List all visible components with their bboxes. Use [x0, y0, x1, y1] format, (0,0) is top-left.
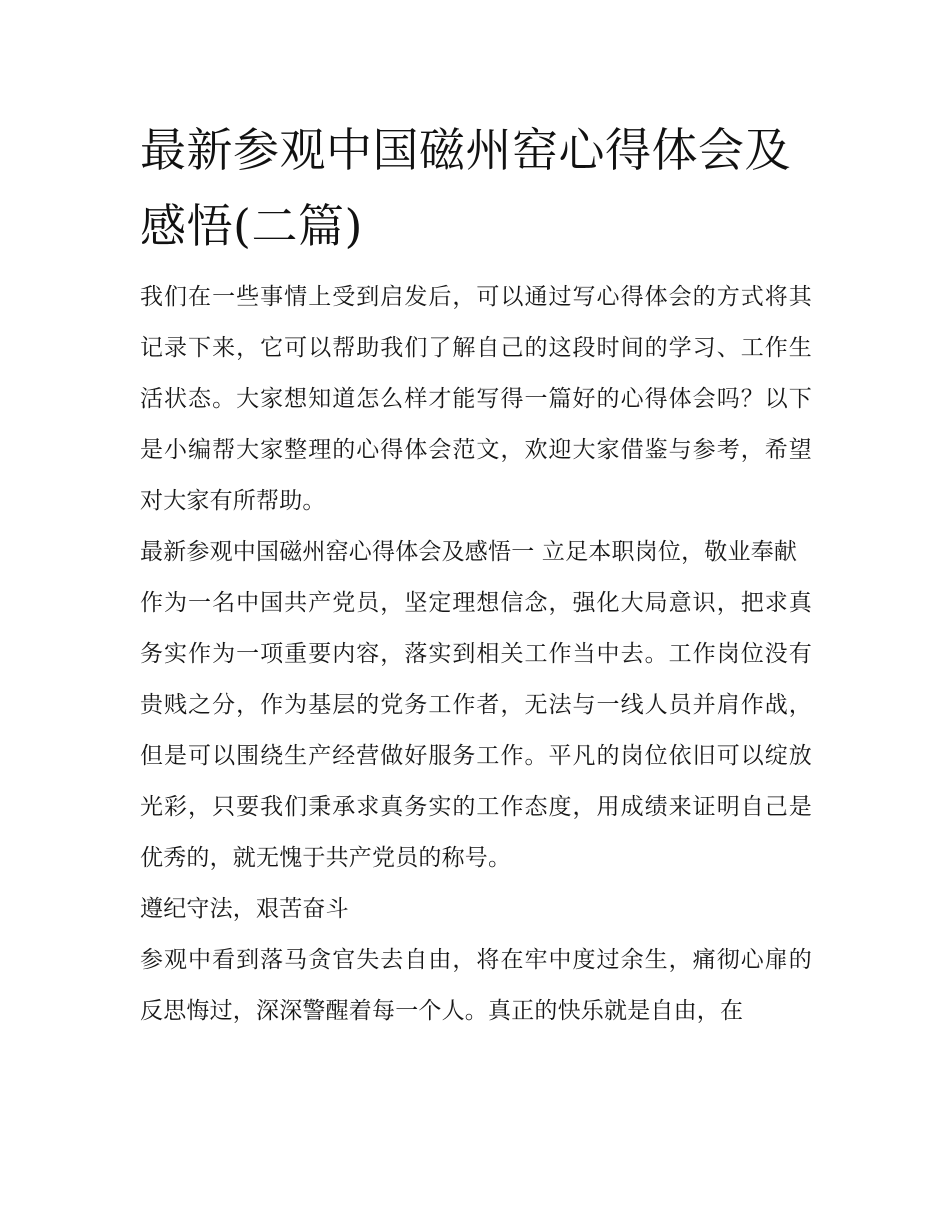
- body-paragraph: 作为一名中国共产党员，坚定理想信念，强化大局意识，把求真务实作为一项重要内容，落实到相关工作当中去。工作岗位没有贵贱之分，作为基层的党务工作者，无法与一线人员并肩作战，但是可以围绕生产经营做好服务工作。平凡的岗位依旧可以绽放光彩，只要我们秉承求真务实的工作态度，用成绩来证明自己是优秀的，就无愧于共产党员的称号。: [140, 590, 812, 871]
- body-paragraph: 参观中看到落马贪官失去自由，将在牢中度过余生，痛彻心扉的反思悔过，深深警醒着每一个人。真正的快乐就是自由，在: [140, 947, 812, 1024]
- intro-paragraph: 我们在一些事情上受到启发后，可以通过写心得体会的方式将其记录下来，它可以帮助我们了解自己的这段时间的学习、工作生活状态。大家想知道怎么样才能写得一篇好的心得体会吗？以下是小编帮大家整理的心得体会范文，欢迎大家借鉴与参考，希望对大家有所帮助。: [140, 284, 812, 514]
- section-heading-two: 遵纪守法，艰苦奋斗: [140, 896, 349, 922]
- section-heading-one: 最新参观中国磁州窑心得体会及感悟一 立足本职岗位，敬业奉献: [140, 539, 798, 565]
- document-title: 最新参观中国磁州窑心得体会及感悟(二篇): [140, 123, 791, 253]
- document-body: [140, 112, 812, 1037]
